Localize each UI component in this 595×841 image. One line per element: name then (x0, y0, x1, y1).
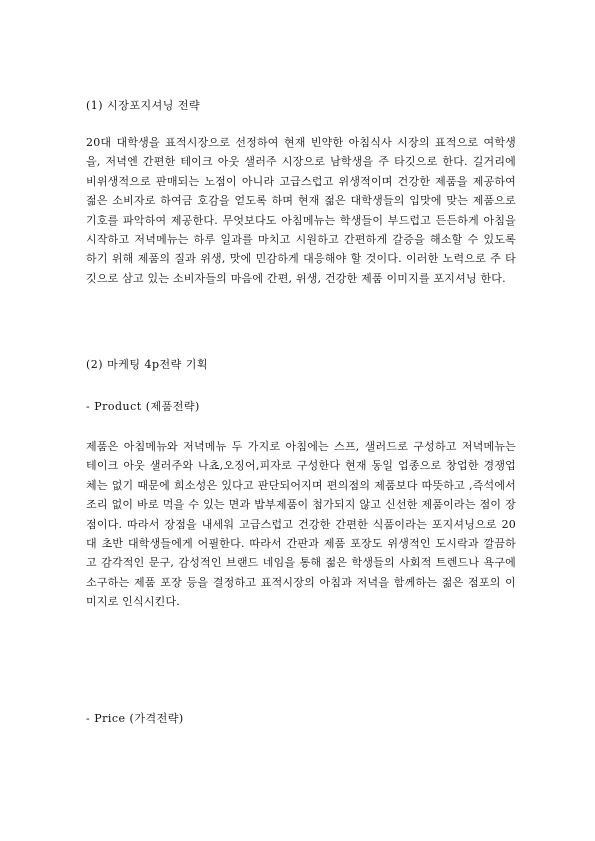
section-heading-market-positioning: (1) 시장포지셔닝 전략 (86, 99, 201, 112)
subsection-heading-price: - Price (가격전략) (86, 712, 184, 725)
subsection-heading-product: - Product (제품전략) (86, 400, 200, 413)
paragraph-target-positioning: 20대 대학생을 표적시장으로 선정하여 현재 빈약한 아침식사 시장의 표적으로 여학생을, 저녁엔 간편한 테이크 아웃 샐러주 시장으로 남학생을 주 타깃으로 한다. 길거리에 비위생적으로 판매되는 노점이 아니라 고급스럽고 위생적이며 건강한 제품을 제공하여 젊은 소비자로 하여금 호감을 얻도록 하며 현재 젊은 대학생들의 입맛에 맞는 제품으로 기호를 파악하여 제공한다. 무엇보다도 아침메뉴는 학생들이 부드럽고 든든하게 아침을 시작하고 저녁메뉴는 하루 일과를 마치고 시원하고 간편하게 갈증을 해소할 수 있도록 하기 위해 제품의 질과 위생, 맛에 민감하게 대응해야 할 것이다. 이러한 노력으로 주 타깃으로 삼고 있는 소비자들의 마음에 간편, 위생, 건강한 제품 이미지를 포지셔닝 한다. (86, 136, 516, 285)
paragraph-product-strategy: 제품은 아침메뉴와 저녁메뉴 두 가지로 아침에는 스프, 샐러드로 구성하고 저녁메뉴는 테이크 아웃 샐러주와 나쵸,오징어,피자로 구성한다 현재 동일 업종으로 창업한 경쟁업체는 없기 때문에 희소성은 있다고 판단되어지며 편의점의 제품보다 따뜻하고 ,즉석에서 조리 없이 바로 먹을 수 있는 면과 밥부제품이 첨가되지 않고 신선한 제품이라는 점이 장점이다. 따라서 장점을 내세워 고급스럽고 건강한 간편한 식품이라는 포지셔닝으로 20대 초반 대학생들에게 어필한다. 따라서 간판과 제품 포장도 위생적인 도시락과 깔끔하고 감각적인 문구, 감성적인 브랜드 네임을 통해 젊은 학생들의 사회적 트렌드나 욕구에 소구하는 제품 포장 등을 결정하고 표적시장의 아침과 저녁을 함께하는 젊은 점포의 이미지로 인식시킨다. (86, 440, 516, 609)
section-heading-marketing-4p: (2) 마케팅 4p전략 기획 (86, 358, 208, 371)
